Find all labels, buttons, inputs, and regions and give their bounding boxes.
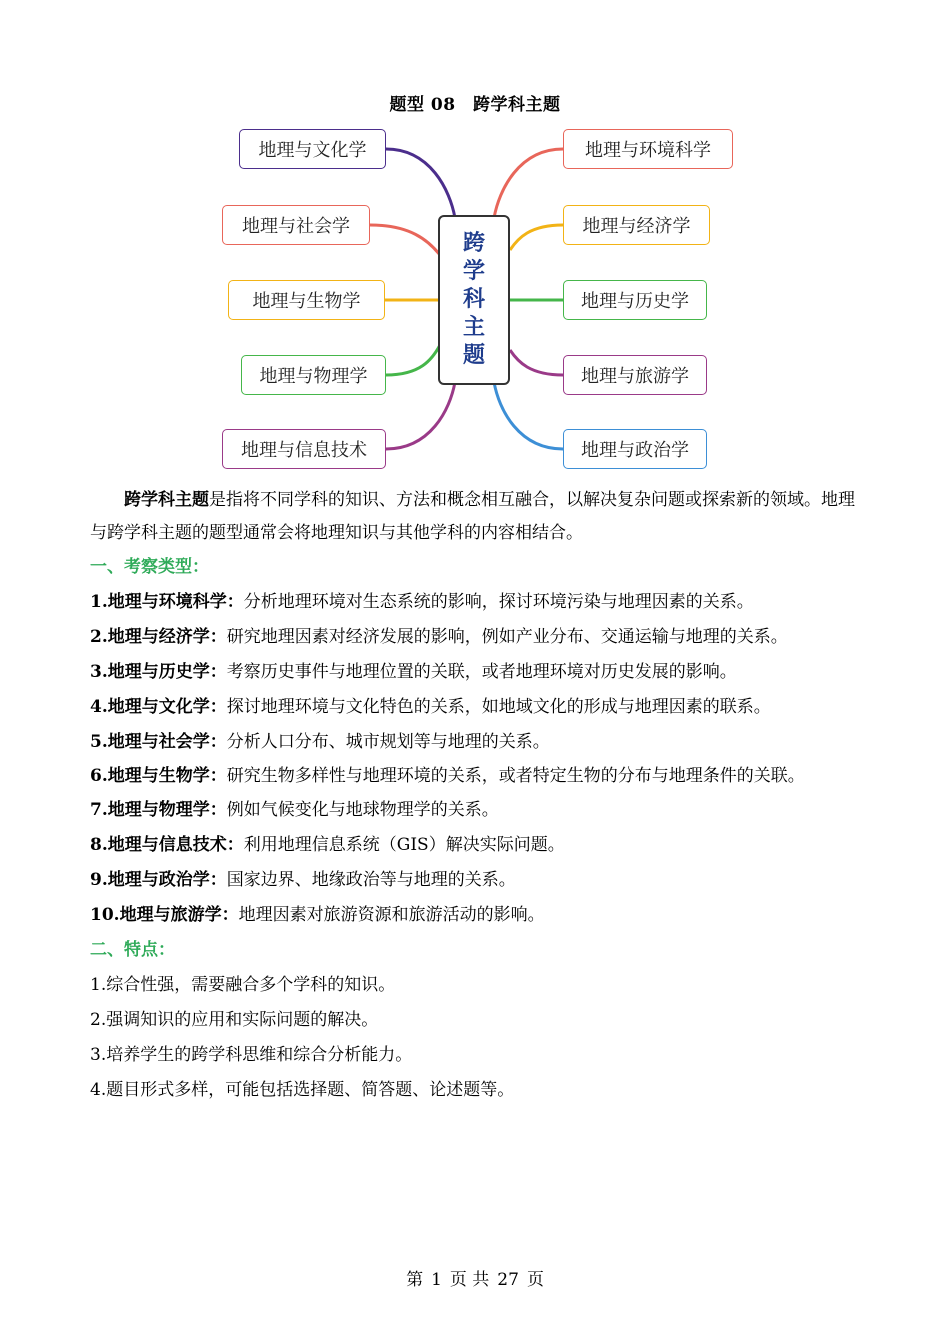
list-item	[90, 793, 865, 828]
center-char: 跨	[462, 231, 485, 256]
footer-suffix: 页	[526, 1270, 544, 1290]
list-item	[90, 863, 865, 898]
connector-left-1	[370, 225, 440, 255]
item-label: 6.地理与生物学：	[90, 766, 227, 786]
page-footer	[0, 1265, 950, 1290]
item-text: 研究生物多样性与地理环境的关系，或者特定生物的分布与地理条件的关联。	[226, 766, 805, 786]
footer-total-pages: 27	[497, 1270, 519, 1290]
item-label: 3.地理与历史学：	[90, 662, 227, 682]
item-label: 8.地理与信息技术：	[90, 835, 244, 855]
mindmap-node-biology: 地理与生物学	[228, 280, 385, 320]
feature-item: 1.综合性强，需要融合多个学科的知识。	[90, 975, 396, 995]
mindmap-node-culture: 地理与文化学	[239, 129, 386, 169]
connector-left-4	[386, 382, 455, 449]
mindmap-node-economics: 地理与经济学	[563, 205, 710, 245]
mindmap-node-environment: 地理与环境科学	[563, 129, 733, 169]
connector-right-1	[510, 225, 563, 250]
item-text: 地理因素对旅游资源和旅游活动的影响。	[238, 905, 545, 925]
footer-prefix: 第	[406, 1270, 424, 1290]
mindmap-node-physics: 地理与物理学	[241, 355, 386, 395]
connector-left-3	[386, 345, 440, 375]
center-char: 科	[462, 287, 485, 312]
list-item	[90, 655, 865, 690]
intro-bold-term: 跨学科主题	[124, 490, 209, 510]
list-item	[90, 760, 865, 793]
item-text: 考察历史事件与地理位置的关联，或者地理环境对历史发展的影响。	[226, 662, 737, 682]
footer-page-number: 1	[431, 1270, 442, 1290]
intro-text: 是指将不同学科的知识、方法和概念相互融合，以解决复杂问题或探索新的领域。地理与跨学科主题的题型通常会将地理知识与其他学科的内容相结合。	[90, 490, 855, 543]
footer-middle: 页 共	[449, 1270, 490, 1290]
item-label: 10.地理与旅游学：	[90, 905, 239, 925]
mindmap-node-sociology: 地理与社会学	[222, 205, 370, 245]
intro-paragraph	[90, 484, 865, 550]
main-content	[90, 484, 865, 1108]
list-item	[90, 690, 865, 725]
list-item	[90, 898, 865, 933]
item-text: 研究地理因素对经济发展的影响，例如产业分布、交通运输与地理的关系。	[226, 627, 788, 647]
feature-item: 4.题目形式多样，可能包括选择题、简答题、论述题等。	[90, 1080, 515, 1100]
item-text: 利用地理信息系统（GIS）解决实际问题。	[243, 835, 565, 855]
item-text: 探讨地理环境与文化特色的关系，如地域文化的形成与地理因素的联系。	[226, 697, 771, 717]
item-label: 9.地理与政治学：	[90, 870, 227, 890]
mindmap-node-politics: 地理与政治学	[563, 429, 707, 469]
item-text: 例如气候变化与地球物理学的关系。	[226, 800, 499, 820]
mindmap-center-node	[438, 215, 510, 385]
item-text: 国家边界、地缘政治等与地理的关系。	[226, 870, 516, 890]
mindmap-node-tourism: 地理与旅游学	[563, 355, 707, 395]
list-item	[90, 620, 865, 655]
list-item	[90, 828, 865, 863]
connector-right-0	[494, 149, 563, 218]
center-char: 主	[462, 315, 485, 340]
item-text: 分析地理环境对生态系统的影响，探讨环境污染与地理因素的关系。	[243, 592, 754, 612]
mindmap-node-info-tech: 地理与信息技术	[222, 429, 386, 469]
center-char: 题	[462, 343, 485, 368]
feature-item: 3.培养学生的跨学科思维和综合分析能力。	[90, 1045, 413, 1065]
section1-heading: 一、考察类型：	[90, 557, 209, 577]
item-label: 1.地理与环境科学：	[90, 592, 244, 612]
connector-right-3	[510, 350, 563, 375]
mindmap-node-history: 地理与历史学	[563, 280, 707, 320]
item-label: 4.地理与文化学：	[90, 697, 227, 717]
feature-item: 2.强调知识的应用和实际问题的解决。	[90, 1010, 379, 1030]
page-title: 题型 08 跨学科主题	[389, 95, 561, 115]
connector-right-4	[494, 382, 563, 449]
center-char: 学	[462, 259, 485, 284]
connector-left-0	[386, 149, 455, 218]
item-text: 分析人口分布、城市规划等与地理的关系。	[226, 732, 550, 752]
list-item	[90, 585, 865, 620]
list-item	[90, 725, 865, 760]
item-label: 2.地理与经济学：	[90, 627, 227, 647]
section2-heading: 二、特点：	[90, 940, 175, 960]
item-label: 7.地理与物理学：	[90, 800, 227, 820]
item-label: 5.地理与社会学：	[90, 732, 227, 752]
